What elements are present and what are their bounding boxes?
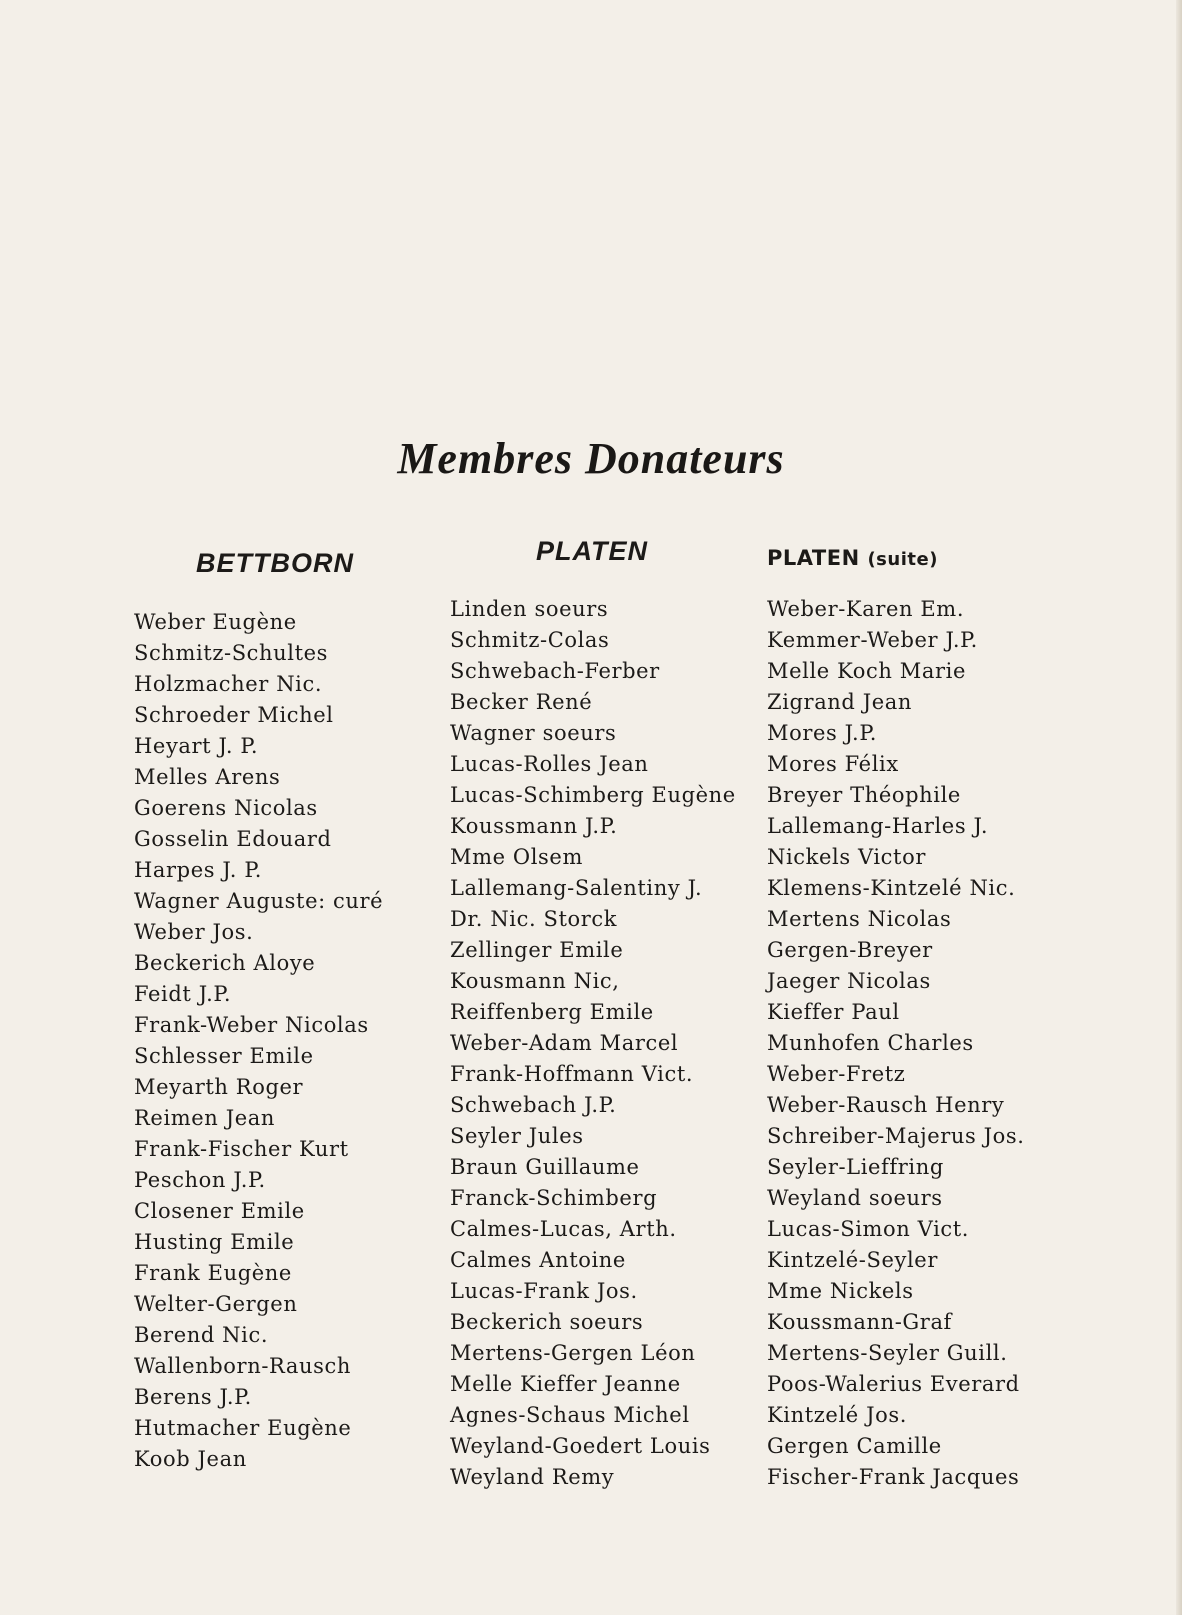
donor-name: Munhofen Charles [767, 1031, 974, 1055]
donor-name: Gergen Camille [767, 1434, 942, 1458]
donor-name: Beckerich soeurs [450, 1310, 644, 1334]
donor-name: Klemens-Kintzelé Nic. [767, 876, 1016, 900]
donor-name: Fischer-Frank Jacques [767, 1465, 1020, 1489]
donor-name: Braun Guillaume [450, 1155, 640, 1179]
donor-name: Seyler-Lieffring [767, 1155, 944, 1179]
donor-name: Dr. Nic. Storck [450, 907, 618, 931]
donor-name: Melle Koch Marie [767, 659, 966, 683]
donor-name: Weber Jos. [134, 920, 254, 944]
donor-name: Meyarth Roger [134, 1075, 304, 1099]
donor-list [450, 594, 736, 1493]
donor-name: Calmes-Lucas, Arth. [450, 1217, 677, 1241]
donor-name: Poos-Walerius Everard [767, 1372, 1020, 1396]
donor-name: Feidt J.P. [134, 982, 232, 1006]
donor-name: Frank Eugène [134, 1261, 292, 1285]
donor-name: Franck-Schimberg [450, 1186, 658, 1210]
donor-name: Schmitz-Colas [450, 628, 610, 652]
donor-name: Nickels Victor [767, 845, 926, 869]
donor-name: Lucas-Schimberg Eugène [450, 783, 736, 807]
donor-name: Kieffer Paul [767, 1000, 900, 1024]
donor-name: Weyland soeurs [767, 1186, 943, 1210]
donor-name: Gosselin Edouard [134, 827, 332, 851]
column-heading: PLATEN [536, 536, 648, 566]
donor-name: Koob Jean [134, 1447, 247, 1471]
donor-name: Seyler Jules [450, 1124, 584, 1148]
donor-name: Mme Olsem [450, 845, 583, 869]
donor-name: Melles Arens [134, 765, 281, 789]
donor-name: Breyer Théophile [767, 783, 961, 807]
donor-name: Lucas-Frank Jos. [450, 1279, 638, 1303]
donor-name: Kousmann Nic, [450, 969, 620, 993]
column-heading [767, 546, 938, 570]
donor-name: Kemmer-Weber J.P. [767, 628, 978, 652]
donor-name: Agnes-Schaus Michel [450, 1403, 690, 1427]
donor-name: Mertens Nicolas [767, 907, 952, 931]
donor-name: Zellinger Emile [450, 938, 624, 962]
donor-name: Becker René [450, 690, 593, 714]
donor-name: Melle Kieffer Jeanne [450, 1372, 681, 1396]
donor-name: Gergen-Breyer [767, 938, 933, 962]
donor-name: Harpes J. P. [134, 858, 263, 882]
donor-name: Reiffenberg Emile [450, 1000, 654, 1024]
donor-name: Koussmann-Graf [767, 1310, 952, 1334]
donor-name: Frank-Fischer Kurt [134, 1137, 349, 1161]
donor-name: Schwebach J.P. [450, 1093, 617, 1117]
donor-name: Mme Nickels [767, 1279, 914, 1303]
donor-name: Berens J.P. [134, 1385, 252, 1409]
donor-name: Goerens Nicolas [134, 796, 318, 820]
donor-name: Holzmacher Nic. [134, 672, 323, 696]
donor-name: Weber-Fretz [767, 1062, 906, 1086]
donor-name: Husting Emile [134, 1230, 295, 1254]
donor-name: Schlesser Emile [134, 1044, 314, 1068]
donor-name: Frank-Hoffmann Vict. [450, 1062, 694, 1086]
column-heading: BETTBORN [196, 548, 354, 578]
donor-name: Jaeger Nicolas [767, 969, 931, 993]
donor-name: Weyland-Goedert Louis [450, 1434, 711, 1458]
donor-name: Weyland Remy [450, 1465, 615, 1489]
donor-name: Linden soeurs [450, 597, 609, 621]
donor-name: Wallenborn-Rausch [134, 1354, 352, 1378]
donor-list [767, 594, 1025, 1493]
donor-name: Schwebach-Ferber [450, 659, 660, 683]
donor-name: Kintzelé-Seyler [767, 1248, 938, 1272]
donor-name: Peschon J.P. [134, 1168, 266, 1192]
donor-name: Kintzelé Jos. [767, 1403, 907, 1427]
donor-name: Beckerich Aloye [134, 951, 316, 975]
donor-name: Schmitz-Schultes [134, 641, 329, 665]
donor-name: Schroeder Michel [134, 703, 334, 727]
donor-name: Lucas-Rolles Jean [450, 752, 649, 776]
donor-name: Koussmann J.P. [450, 814, 618, 838]
column-heading-text: PLATEN [767, 546, 860, 570]
donor-name: Weber Eugène [134, 610, 297, 634]
donor-name: Frank-Weber Nicolas [134, 1013, 369, 1037]
donor-name: Wagner Auguste: curé [134, 889, 384, 913]
donor-name: Heyart J. P. [134, 734, 259, 758]
donor-name: Mores J.P. [767, 721, 878, 745]
donor-name: Mores Félix [767, 752, 899, 776]
donor-name: Lallemang-Harles J. [767, 814, 989, 838]
donor-name: Closener Emile [134, 1199, 305, 1223]
donor-name: Wagner soeurs [450, 721, 617, 745]
donor-name: Berend Nic. [134, 1323, 269, 1347]
donor-name: Lallemang-Salentiny J. [450, 876, 703, 900]
donor-name: Mertens-Gergen Léon [450, 1341, 696, 1365]
donor-name: Mertens-Seyler Guill. [767, 1341, 1008, 1365]
donor-name: Calmes Antoine [450, 1248, 626, 1272]
column-heading-suffix: (suite) [867, 549, 938, 570]
donor-name: Hutmacher Eugène [134, 1416, 352, 1440]
donor-name: Welter-Gergen [134, 1292, 298, 1316]
page-title: Membres Donateurs [397, 434, 785, 483]
donor-name: Reimen Jean [134, 1106, 275, 1130]
donor-list [134, 607, 383, 1475]
donor-name: Weber-Rausch Henry [767, 1093, 1005, 1117]
donor-name: Schreiber-Majerus Jos. [767, 1124, 1025, 1148]
donor-name: Lucas-Simon Vict. [767, 1217, 970, 1241]
page-edge [1176, 0, 1182, 1615]
donor-name: Weber-Adam Marcel [450, 1031, 679, 1055]
donor-name: Weber-Karen Em. [767, 597, 965, 621]
donor-name: Zigrand Jean [767, 690, 913, 714]
